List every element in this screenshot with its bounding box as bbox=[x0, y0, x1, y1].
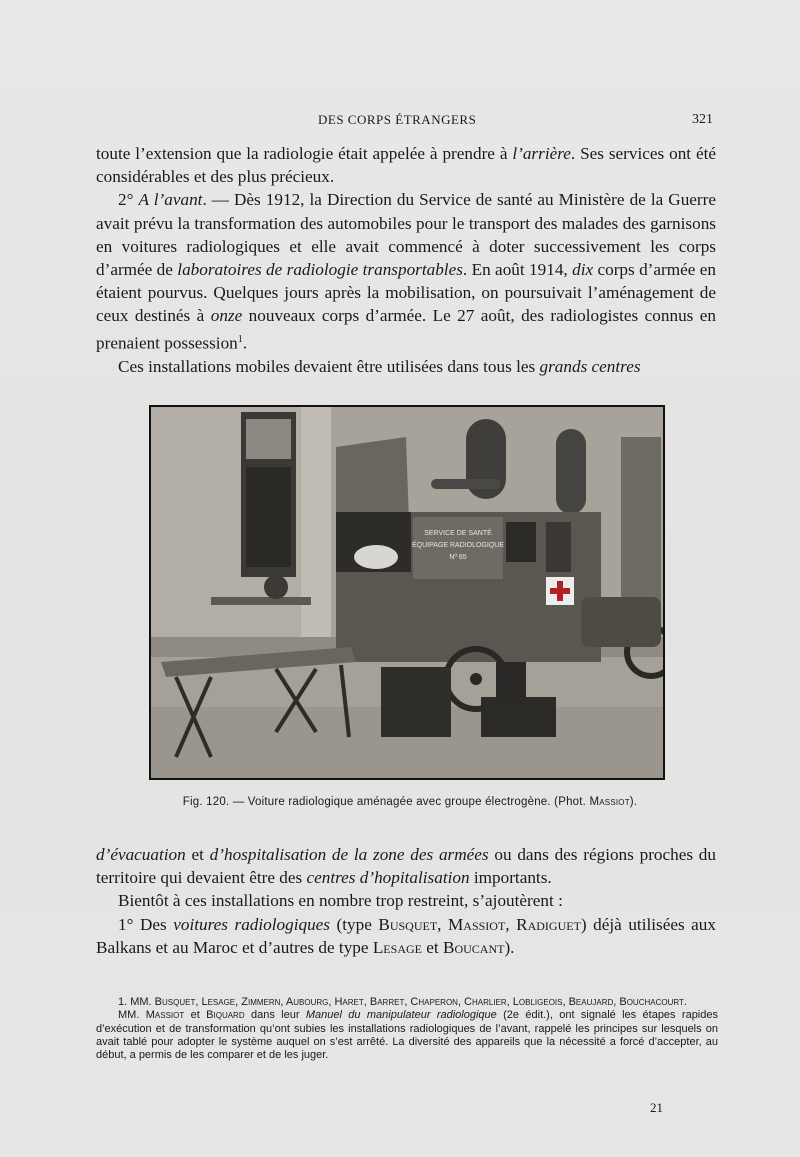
caption-text: Fig. 120. — Voiture radiologique aménagée avec groupe électrogène. (Phot. bbox=[182, 796, 590, 808]
paragraph-6 bbox=[96, 913, 716, 959]
sign-line-3: Nº 65 bbox=[449, 554, 467, 561]
footnote-ref[interactable]: 1 bbox=[237, 333, 243, 345]
emphasis: d’évacuation bbox=[96, 845, 186, 864]
signature-mark: 21 bbox=[650, 1100, 663, 1115]
text-span: toute l’extension que la radiologie était appelée à prendre à bbox=[96, 144, 513, 163]
sign-line-1: SERVICE DE SANTÉ bbox=[424, 530, 492, 537]
footnote-1 bbox=[96, 996, 718, 1009]
text-span: et bbox=[421, 937, 443, 957]
name: Lesage bbox=[372, 937, 422, 957]
body-text-top bbox=[96, 142, 716, 378]
text-span: . — Dès 1912, la Direction du Service de santé au Ministère de la Guerre avait prévu la transformation des automobiles pour le transport des malades des garnisons en voitures radiologiques et elle avait commencé à doter successivement les corps d’armée de bbox=[96, 190, 716, 280]
text-span: et bbox=[185, 845, 210, 864]
name: Massiot bbox=[448, 914, 506, 934]
text-span: ou dans des régions proches du territoire qui devaient être des bbox=[96, 845, 716, 888]
emphasis: l’arrière bbox=[512, 144, 571, 163]
text-span: et bbox=[184, 1009, 207, 1022]
text-span: dans leur bbox=[244, 1009, 306, 1022]
figure-photo bbox=[149, 405, 665, 780]
name: Radiguet bbox=[516, 914, 581, 934]
emphasis: onze bbox=[210, 306, 243, 326]
name: Massiot bbox=[145, 1009, 185, 1022]
text-span: importants. bbox=[469, 868, 552, 888]
footnotes bbox=[96, 996, 718, 1062]
emphasis: centres d’hopitalisation bbox=[306, 868, 470, 888]
paragraph-2 bbox=[96, 188, 716, 354]
photo-radiology-car bbox=[151, 407, 663, 778]
sign-line-2: ÉQUIPAGE RADIOLOGIQUE bbox=[411, 542, 505, 549]
text-span: (type bbox=[330, 914, 379, 934]
name-list: Busquet, Lesage, Zimmern, Aubourg, Haret, Barret, Chaperon, Charlier, Lobligeois, Beaujard, Bouchacourt bbox=[154, 996, 684, 1008]
paragraph-3 bbox=[96, 355, 716, 378]
paragraph-1 bbox=[96, 142, 716, 188]
text-span: , bbox=[437, 914, 448, 934]
caption-credit: Massiot bbox=[589, 796, 630, 808]
caption-text: ). bbox=[629, 796, 638, 808]
footnote-2 bbox=[96, 1009, 718, 1062]
text-span: ) déjà utilisées aux Balkans et au Maroc et d’autres de type bbox=[96, 914, 716, 957]
text-span: 1. MM. bbox=[118, 996, 155, 1008]
text-span: . Ses services ont été considérables et des plus précieux. bbox=[96, 144, 716, 187]
text-span: 1° Des bbox=[118, 914, 174, 934]
emphasis: Manuel du manipulateur radiologique bbox=[305, 1009, 497, 1022]
emphasis: d’hospitalisation de la zone des armées bbox=[209, 845, 489, 864]
name: Busquet bbox=[378, 914, 438, 934]
paragraph-5: Bientôt à ces installations en nombre trop restreint, s’ajoutèrent : bbox=[118, 891, 563, 911]
page-number: 321 bbox=[692, 112, 713, 127]
emphasis: laboratoires de radiologie transportables bbox=[177, 260, 463, 280]
text-span: ). bbox=[504, 937, 515, 957]
emphasis: dix bbox=[572, 260, 594, 280]
text-span: 2° bbox=[118, 190, 139, 210]
emphasis: grands centres bbox=[539, 356, 641, 376]
emphasis: voitures radiologiques bbox=[173, 914, 330, 934]
text-span: . bbox=[683, 996, 687, 1008]
figure-caption bbox=[120, 796, 700, 808]
name: Biquard bbox=[206, 1009, 245, 1022]
text-span: . bbox=[242, 333, 248, 353]
text-span: Ces installations mobiles devaient être utilisées dans tous les bbox=[118, 356, 540, 376]
text-span: MM. bbox=[118, 1009, 146, 1022]
text-span: (2e édit.), ont signalé les étapes rapides d’exécution et de transformation qu’ont subies les installations radiologiques de l’avant, rappelé les principes sur lesquels on avait tablé pour adopter le système auquel on s’est arrêté. La diversité des appareils que la nécessité a forcé d’accepter, au début, a permis de les comparer et de les juger. bbox=[96, 1009, 718, 1062]
running-title: DES CORPS ÉTRANGERS bbox=[318, 112, 477, 127]
text-span: . En août 1914, bbox=[462, 260, 573, 280]
text-span: corps d’armée en étaient pourvus. Quelques jours après la mobilisation, on poursuivait l’aménagement de ceux destinés à bbox=[96, 260, 716, 326]
name: Boucant bbox=[442, 937, 505, 957]
paragraph-4 bbox=[96, 843, 716, 889]
text-span: nouveaux corps d’armée. Le 27 août, des radiologistes connus en prenaient possession bbox=[96, 306, 716, 353]
emphasis: A l’avant bbox=[138, 190, 203, 210]
running-head bbox=[0, 112, 800, 132]
body-text-bottom bbox=[96, 843, 716, 959]
text-span: , bbox=[505, 914, 517, 934]
